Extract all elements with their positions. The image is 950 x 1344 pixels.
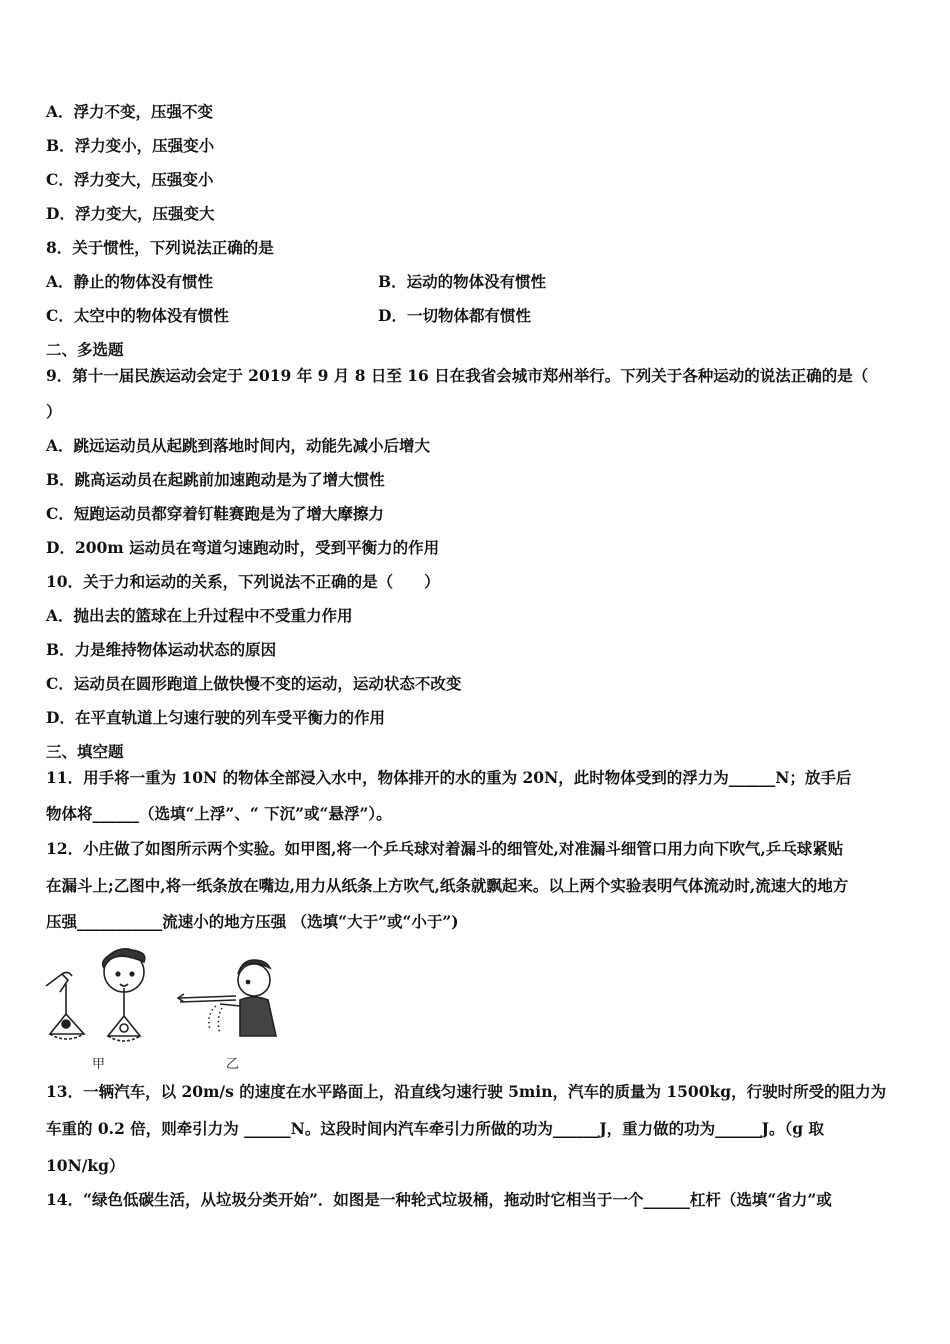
q8-option-d: D．一切物体都有惯性 — [378, 306, 531, 325]
q7-option-d: D．浮力变大，压强变大 — [46, 204, 215, 223]
q9-option-a: A．跳远运动员从起跳到落地时间内，动能先减小后增大 — [46, 436, 431, 455]
funnel-experiment-left — [46, 972, 84, 1039]
q13-line1: 13．一辆汽车，以 20m/s 的速度在水平路面上，沿直线匀速行驶 5min，汽车的质量为 1500kg，行驶时所受的阻力为 — [46, 1082, 887, 1101]
q10-option-c: C．运动员在圆形跑道上做快慢不变的运动，运动状态不改变 — [46, 674, 462, 693]
figure-label-jia: 甲 — [92, 1057, 106, 1072]
q7-option-c: C．浮力变大，压强变小 — [46, 170, 214, 189]
q10-option-b: B．力是维持物体运动状态的原因 — [46, 640, 277, 659]
q12-line3: 压强___________流速小的地方压强 （选填“大于”或“小于”) — [46, 912, 459, 931]
funnel-experiment-boy — [103, 949, 145, 1041]
q9-option-b: B．跳高运动员在起跳前加速跑动是为了增大惯性 — [46, 470, 385, 489]
q12-line1: 12．小庄做了如图所示两个实验。如甲图,将一个乒乓球对着漏斗的细管处,对准漏斗细管口用力向下吹气,乒乓球紧贴 — [46, 839, 844, 858]
q10-option-d: D．在平直轨道上匀速行驶的列车受平衡力的作用 — [46, 708, 385, 727]
q9-option-c: C．短跑运动员都穿着钉鞋赛跑是为了增大摩擦力 — [46, 504, 384, 523]
q14-line1: 14．“绿色低碳生活，从垃圾分类开始”．如图是一种轮式垃圾桶，拖动时它相当于一个______杠杆（选填“省力”或 — [46, 1190, 832, 1209]
figure-label-yi: 乙 — [226, 1057, 240, 1072]
experiment-figure — [40, 944, 300, 1074]
q10-stem: 10．关于力和运动的关系，下列说法不正确的是（ ） — [46, 572, 440, 591]
section-multi-choice: 二、多选题 — [46, 340, 124, 359]
section-fill-blank: 三、填空题 — [46, 742, 124, 761]
q9-stem: 9．第十一届民族运动会定于 2019 年 9 月 8 日至 16 日在我省会城市郑州举行。下列关于各种运动的说法正确的是（ — [46, 366, 869, 385]
experiment-illustration — [40, 944, 300, 1074]
q8-stem: 8．关于惯性，下列说法正确的是 — [46, 238, 274, 257]
q10-option-a: A．抛出去的篮球在上升过程中不受重力作用 — [46, 606, 353, 625]
q11-line1: 11．用手将一重为 10N 的物体全部浸入水中，物体排开的水的重为 20N，此时物体受到的浮力为______N；放手后 — [46, 768, 852, 787]
q8-option-a: A．静止的物体没有惯性 — [46, 272, 214, 291]
q13-line3: 10N/kg） — [46, 1156, 125, 1175]
q11-line2: 物体将______（选填“上浮”、“ 下沉”或“悬浮”）。 — [46, 804, 392, 823]
q7-option-b: B．浮力变小，压强变小 — [46, 136, 215, 155]
q12-line2: 在漏斗上;乙图中,将一纸条放在嘴边,用力从纸条上方吹气,纸条就飘起来。以上两个实验表明气体流动时,流速大的地方 — [46, 876, 849, 895]
q13-line2: 车重的 0.2 倍，则牵引力为 ______N。这段时间内汽车牵引力所做的功为______J，重力做的功为______J。（g 取 — [46, 1119, 824, 1138]
q9-stem-end: ） — [46, 402, 62, 421]
q7-option-a: A．浮力不变，压强不变 — [46, 102, 214, 121]
q8-option-b: B．运动的物体没有惯性 — [378, 272, 547, 291]
paper-strip-experiment — [178, 960, 276, 1036]
q8-option-c: C．太空中的物体没有惯性 — [46, 306, 229, 325]
q9-option-d: D．200m 运动员在弯道匀速跑动时，受到平衡力的作用 — [46, 538, 440, 557]
